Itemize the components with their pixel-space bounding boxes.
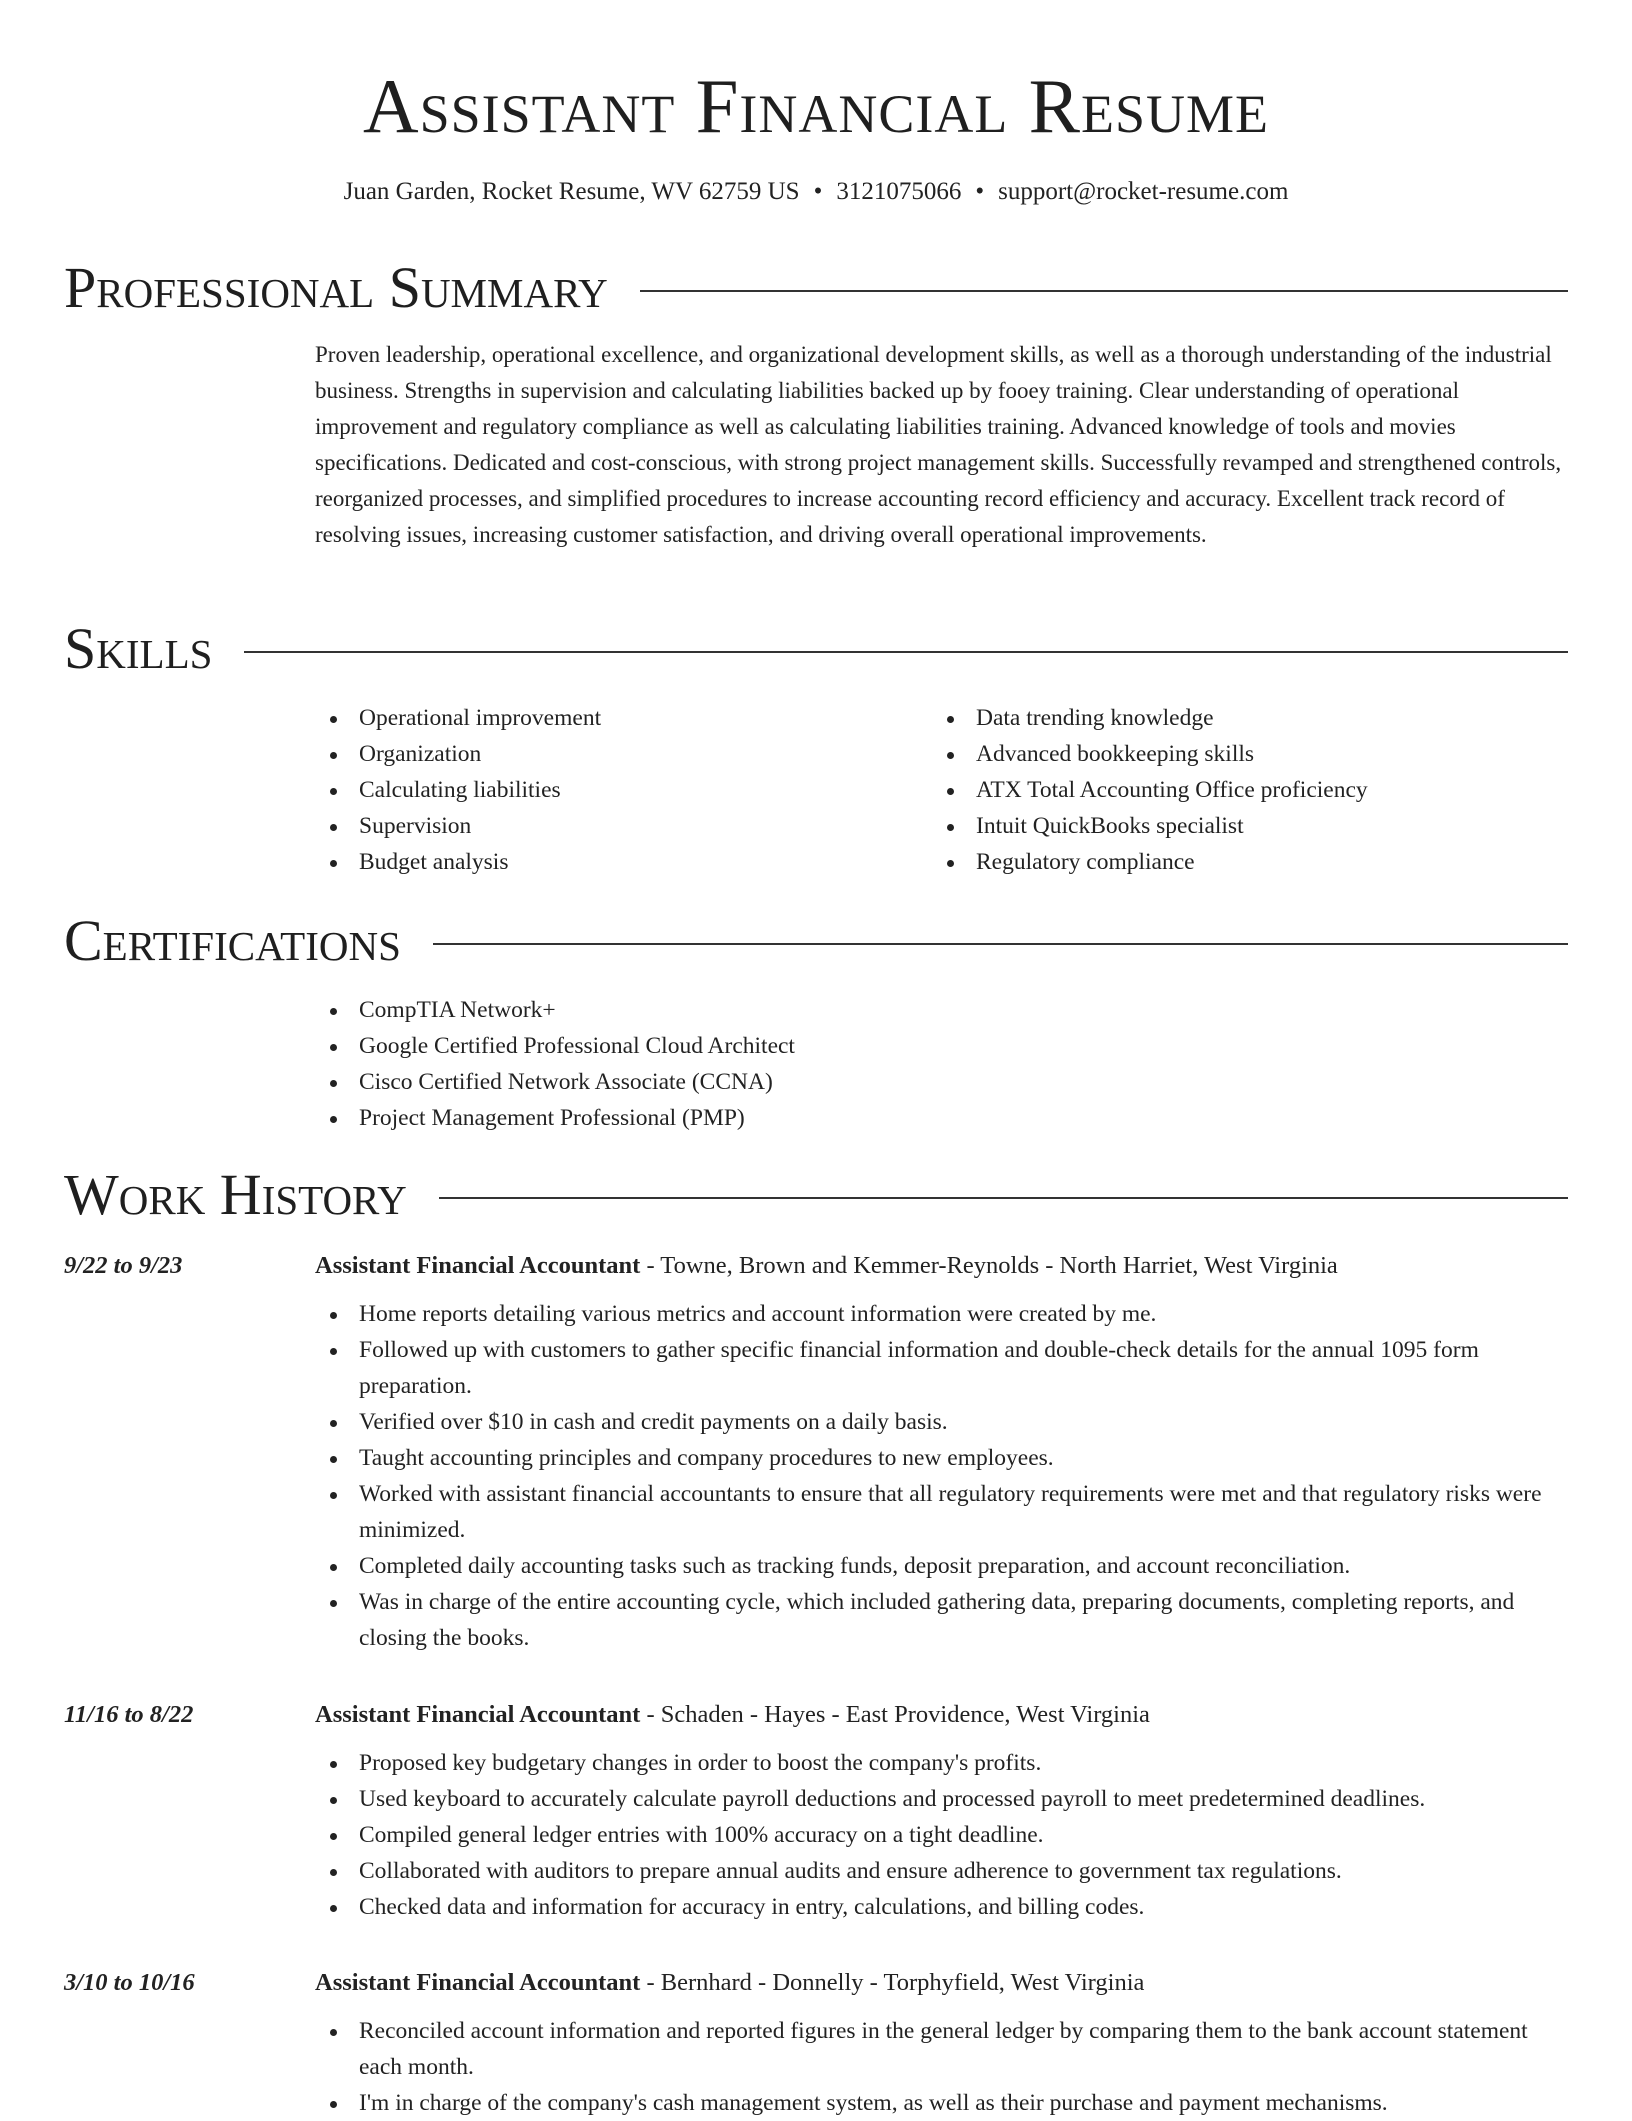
section-title: Certifications [64, 908, 401, 973]
list-item: Completed daily accounting tasks such as tracking funds, deposit preparation, and account reconciliation. [315, 1548, 1568, 1584]
section-header-skills [64, 614, 1568, 684]
list-item: CompTIA Network+ [315, 992, 795, 1028]
skills-list-left [315, 700, 601, 880]
list-item: Compiled general ledger entries with 100% accuracy on a tight deadline. [315, 1817, 1568, 1853]
list-item: Google Certified Professional Cloud Architect [315, 1028, 795, 1064]
section-rule [640, 290, 1568, 292]
summary-text: Proven leadership, operational excellence, and organizational development skills, as well as a thorough understanding of the industrial business. Strengths in supervision and calculating liabilities backed up by fooey training. Clear understanding of operational improvement and regulatory compliance as well as calculating liabilities training. Advanced knowledge of tools and movies specifications. Dedicated and cost-conscious, with strong project management skills. Successfully revamped and strengthened controls, reorganized processes, and simplified procedures to increase accounting record efficiency and accuracy. Excellent track record of resolving issues, increasing customer satisfaction, and driving overall operational improvements. [315, 342, 1562, 547]
list-item: Checked data and information for accuracy in entry, calculations, and billing codes. [315, 1889, 1568, 1925]
list-item: Intuit QuickBooks specialist [932, 808, 1368, 844]
contact-email: support@rocket-resume.com [998, 178, 1289, 205]
section-title: Professional Summary [64, 255, 608, 320]
job-heading [315, 1695, 1150, 1735]
skills-list-right [932, 700, 1368, 880]
job-heading [315, 1963, 1144, 2003]
section-title: Work History [64, 1162, 407, 1227]
list-item: Used keyboard to accurately calculate payroll deductions and processed payroll to meet predetermined deadlines. [315, 1781, 1568, 1817]
list-item: Worked with assistant financial accountants to ensure that all regulatory requirements were met and that regulatory risks were minimized. [315, 1476, 1568, 1548]
job-details: - Schaden - Hayes - East Providence, West Virginia [640, 1701, 1150, 1728]
job-details: - Towne, Brown and Kemmer-Reynolds - North Harriet, West Virginia [640, 1252, 1338, 1279]
list-item: Collaborated with auditors to prepare annual audits and ensure adherence to government tax regulations. [315, 1853, 1568, 1889]
job-dates: 3/10 to 10/16 [64, 1969, 195, 1996]
section-rule [433, 943, 1568, 945]
list-item: Home reports detailing various metrics and account information were created by me. [315, 1296, 1568, 1332]
job-details: - Bernhard - Donnelly - Torphyfield, West Virginia [640, 1969, 1145, 1996]
list-item: Taught accounting principles and company procedures to new employees. [315, 1440, 1568, 1476]
list-item: Budget analysis [315, 844, 601, 880]
section-header-certifications [64, 906, 1568, 976]
list-item: Calculating liabilities [315, 772, 601, 808]
list-item: ATX Total Accounting Office proficiency [932, 772, 1368, 808]
contact-phone: 3121075066 [836, 178, 962, 205]
section-rule [244, 651, 1568, 653]
certifications-list [315, 992, 795, 1136]
list-item: Was in charge of the entire accounting cycle, which included gathering data, preparing documents, completing reports, and closing the books. [315, 1584, 1568, 1656]
list-item: Supervision [315, 808, 601, 844]
job-bullets [315, 2013, 1568, 2121]
list-item: Data trending knowledge [932, 700, 1368, 736]
section-header-summary [64, 253, 1568, 323]
list-item: Cisco Certified Network Associate (CCNA) [315, 1064, 795, 1100]
contact-line [0, 174, 1632, 210]
list-item: Regulatory compliance [932, 844, 1368, 880]
list-item: I'm in charge of the company's cash management system, as well as their purchase and payment mechanisms. [315, 2085, 1568, 2121]
list-item: Verified over $10 in cash and credit payments on a daily basis. [315, 1404, 1568, 1440]
list-item: Organization [315, 736, 601, 772]
contact-separator: • [813, 178, 823, 205]
job-dates: 9/22 to 9/23 [64, 1252, 183, 1279]
job-dates: 11/16 to 8/22 [64, 1701, 194, 1728]
list-item: Advanced bookkeeping skills [932, 736, 1368, 772]
contact-address: Juan Garden, Rocket Resume, WV 62759 US [343, 178, 800, 205]
list-item: Reconciled account information and reported figures in the general ledger by comparing them to the bank account statement each month. [315, 2013, 1568, 2085]
section-title: Skills [64, 616, 213, 681]
list-item: Proposed key budgetary changes in order to boost the company's profits. [315, 1745, 1568, 1781]
contact-separator: • [975, 178, 985, 205]
job-title: Assistant Financial Accountant [315, 1969, 641, 1996]
job-title: Assistant Financial Accountant [315, 1701, 641, 1728]
section-header-work [64, 1160, 1568, 1230]
job-title: Assistant Financial Accountant [315, 1252, 641, 1279]
job-bullets [315, 1296, 1568, 1656]
section-rule [439, 1197, 1568, 1199]
job-heading [315, 1246, 1338, 1286]
list-item: Followed up with customers to gather specific financial information and double-check details for the annual 1095 form preparation. [315, 1332, 1568, 1404]
job-bullets [315, 1745, 1568, 1925]
list-item: Project Management Professional (PMP) [315, 1100, 795, 1136]
list-item: Operational improvement [315, 700, 601, 736]
resume-title: Assistant Financial Resume [363, 63, 1269, 149]
